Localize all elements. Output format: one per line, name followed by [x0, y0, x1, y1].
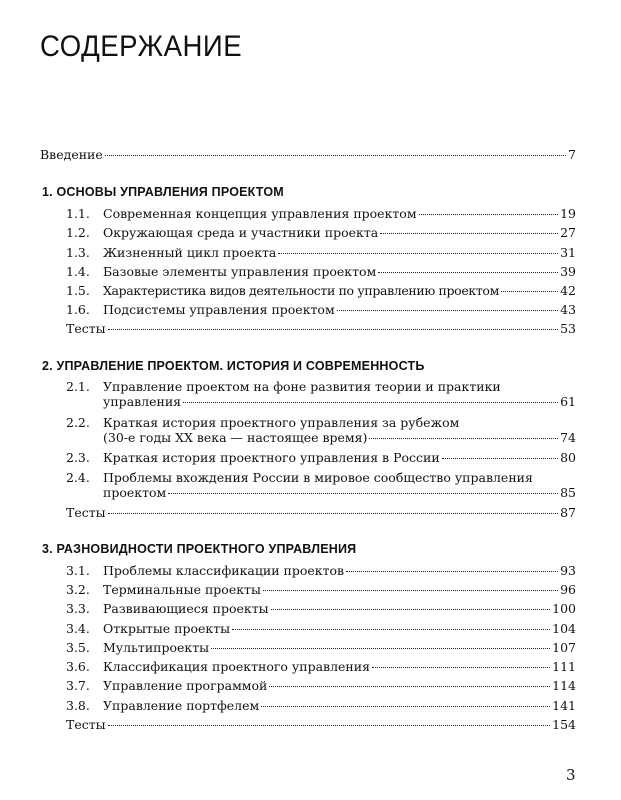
toc-entry-3-3[interactable] [66, 601, 576, 616]
dot-leader [378, 272, 558, 273]
toc-entry-text: Базовые элементы управления проектом [103, 264, 377, 279]
toc-entry-3-2[interactable] [66, 582, 576, 597]
toc-entry-number: 1.6. [66, 302, 90, 317]
toc-entry-page: 107 [552, 640, 576, 655]
toc-entry-number: 2.4. [66, 470, 90, 485]
toc-entry-text: Развивающиеся проекты [103, 601, 269, 616]
toc-entry-text: Характеристика видов деятельности по управлению проектом [103, 283, 499, 298]
dot-leader [108, 725, 551, 726]
toc-entry-intro[interactable] [40, 147, 576, 162]
toc-entry-page: 104 [552, 621, 576, 636]
toc-entry-page: 53 [560, 321, 576, 336]
toc-entry-text: Жизненный цикл проекта [103, 245, 277, 260]
toc-entry-2-2[interactable] [66, 415, 576, 445]
toc-entry-number: 3.8. [66, 698, 90, 713]
toc-entry-number: 1.1. [66, 206, 90, 221]
toc-entry-tests-3[interactable] [66, 717, 576, 732]
toc-entry-page: 93 [560, 563, 576, 578]
toc-entry-1-3[interactable] [66, 245, 576, 260]
toc-entry-text: Окружающая среда и участники проекта [103, 225, 379, 240]
toc-entry-2-1[interactable] [66, 379, 576, 409]
toc-entry-number: 1.2. [66, 225, 90, 240]
section-heading-3: 3. РАЗНОВИДНОСТИ ПРОЕКТНОГО УПРАВЛЕНИЯ [42, 542, 357, 556]
toc-entry-3-7[interactable] [66, 678, 576, 693]
toc-entry-1-6[interactable] [66, 302, 576, 317]
toc-entry-page: 96 [560, 582, 576, 597]
toc-entry-2-3[interactable] [66, 450, 576, 465]
toc-entry-3-6[interactable] [66, 659, 576, 674]
toc-entry-page: 43 [560, 302, 576, 317]
toc-entry-page: 111 [552, 659, 576, 674]
dot-leader [263, 590, 558, 591]
toc-entry-1-2[interactable] [66, 225, 576, 240]
section-heading-2: 2. УПРАВЛЕНИЕ ПРОЕКТОМ. ИСТОРИЯ И СОВРЕМЕННОСТЬ [42, 359, 425, 373]
toc-entry-text: Мультипроекты [103, 640, 210, 655]
dot-leader [211, 648, 550, 649]
toc-entry-text-continued: проектом [103, 485, 167, 500]
toc-entry-text: Краткая история проектного управления за рубежом [103, 415, 460, 430]
dot-leader [369, 438, 558, 439]
dot-leader [261, 706, 550, 707]
toc-entry-number: 3.6. [66, 659, 90, 674]
toc-entry-page: 42 [560, 283, 576, 298]
dot-leader [380, 233, 558, 234]
toc-entry-number: 3.3. [66, 601, 90, 616]
dot-leader [278, 253, 558, 254]
toc-entry-text: Проблемы классификации проектов [103, 563, 345, 578]
toc-entry-3-8[interactable] [66, 698, 576, 713]
dot-leader [105, 155, 566, 156]
toc-entry-tests-1[interactable] [66, 321, 576, 336]
toc-entry-text: Современная концепция управления проектом [103, 206, 417, 221]
toc-entry-tests-2[interactable] [66, 505, 576, 520]
toc-entry-number: 1.3. [66, 245, 90, 260]
toc-entry-page: 7 [568, 147, 576, 162]
dot-leader [168, 493, 558, 494]
toc-entry-number: 2.3. [66, 450, 90, 465]
toc-entry-1-1[interactable] [66, 206, 576, 221]
toc-entry-page: 114 [552, 678, 576, 693]
toc-entry-number: 3.7. [66, 678, 90, 693]
dot-leader [232, 629, 550, 630]
toc-entry-number: 2.2. [66, 415, 90, 430]
toc-entry-text: Классификация проектного управления [103, 659, 370, 674]
page-number: 3 [566, 766, 576, 784]
toc-entry-number: 1.5. [66, 283, 90, 298]
toc-entry-page: 74 [560, 430, 576, 445]
toc-entry-3-4[interactable] [66, 621, 576, 636]
toc-entry-text: Проблемы вхождения России в мировое сообщество управления [103, 470, 533, 485]
toc-entry-text-continued: (30-е годы XX века — настоящее время) [103, 430, 368, 445]
toc-entry-page: 31 [560, 245, 576, 260]
toc-entry-page: 19 [560, 206, 576, 221]
toc-entry-page: 61 [560, 394, 576, 409]
page-title: СОДЕРЖАНИЕ [40, 30, 243, 63]
toc-entry-text: Тесты [66, 717, 106, 732]
toc-entry-text: Управление проектом на фоне развития теории и практики [103, 379, 501, 394]
dot-leader [183, 402, 558, 403]
toc-entry-text: Управление портфелем [103, 698, 260, 713]
dot-leader [346, 571, 558, 572]
dot-leader [108, 513, 558, 514]
toc-entry-page: 27 [560, 225, 576, 240]
toc-entry-number: 3.4. [66, 621, 90, 636]
toc-entry-text: Подсистемы управления проектом [103, 302, 335, 317]
toc-entry-number: 2.1. [66, 379, 90, 394]
toc-entry-page: 39 [560, 264, 576, 279]
toc-entry-number: 3.5. [66, 640, 90, 655]
dot-leader [419, 214, 559, 215]
toc-entry-1-5[interactable] [66, 283, 576, 298]
toc-entry-1-4[interactable] [66, 264, 576, 279]
toc-entry-number: 3.2. [66, 582, 90, 597]
toc-entry-text: Тесты [66, 321, 106, 336]
section-heading-1: 1. ОСНОВЫ УПРАВЛЕНИЯ ПРОЕКТОМ [42, 185, 284, 199]
toc-entry-page: 87 [560, 505, 576, 520]
dot-leader [501, 291, 558, 292]
toc-entry-3-5[interactable] [66, 640, 576, 655]
dot-leader [271, 609, 551, 610]
dot-leader [108, 329, 558, 330]
dot-leader [269, 686, 550, 687]
toc-entry-number: 1.4. [66, 264, 90, 279]
toc-entry-3-1[interactable] [66, 563, 576, 578]
toc-entry-page: 100 [552, 601, 576, 616]
toc-entry-text: Тесты [66, 505, 106, 520]
toc-entry-page: 154 [552, 717, 576, 732]
dot-leader [442, 458, 558, 459]
toc-entry-page: 85 [560, 485, 576, 500]
toc-entry-text-continued: управления [103, 394, 182, 409]
toc-entry-2-4[interactable] [66, 470, 576, 500]
toc-entry-text: Терминальные проекты [103, 582, 261, 597]
toc-entry-text: Введение [40, 147, 103, 162]
toc-entry-page: 141 [552, 698, 576, 713]
toc-entry-text: Краткая история проектного управления в России [103, 450, 440, 465]
toc-entry-text: Открытые проекты [103, 621, 231, 636]
dot-leader [372, 667, 550, 668]
toc-entry-page: 80 [560, 450, 576, 465]
toc-entry-number: 3.1. [66, 563, 90, 578]
dot-leader [337, 310, 558, 311]
toc-entry-text: Управление программой [103, 678, 268, 693]
